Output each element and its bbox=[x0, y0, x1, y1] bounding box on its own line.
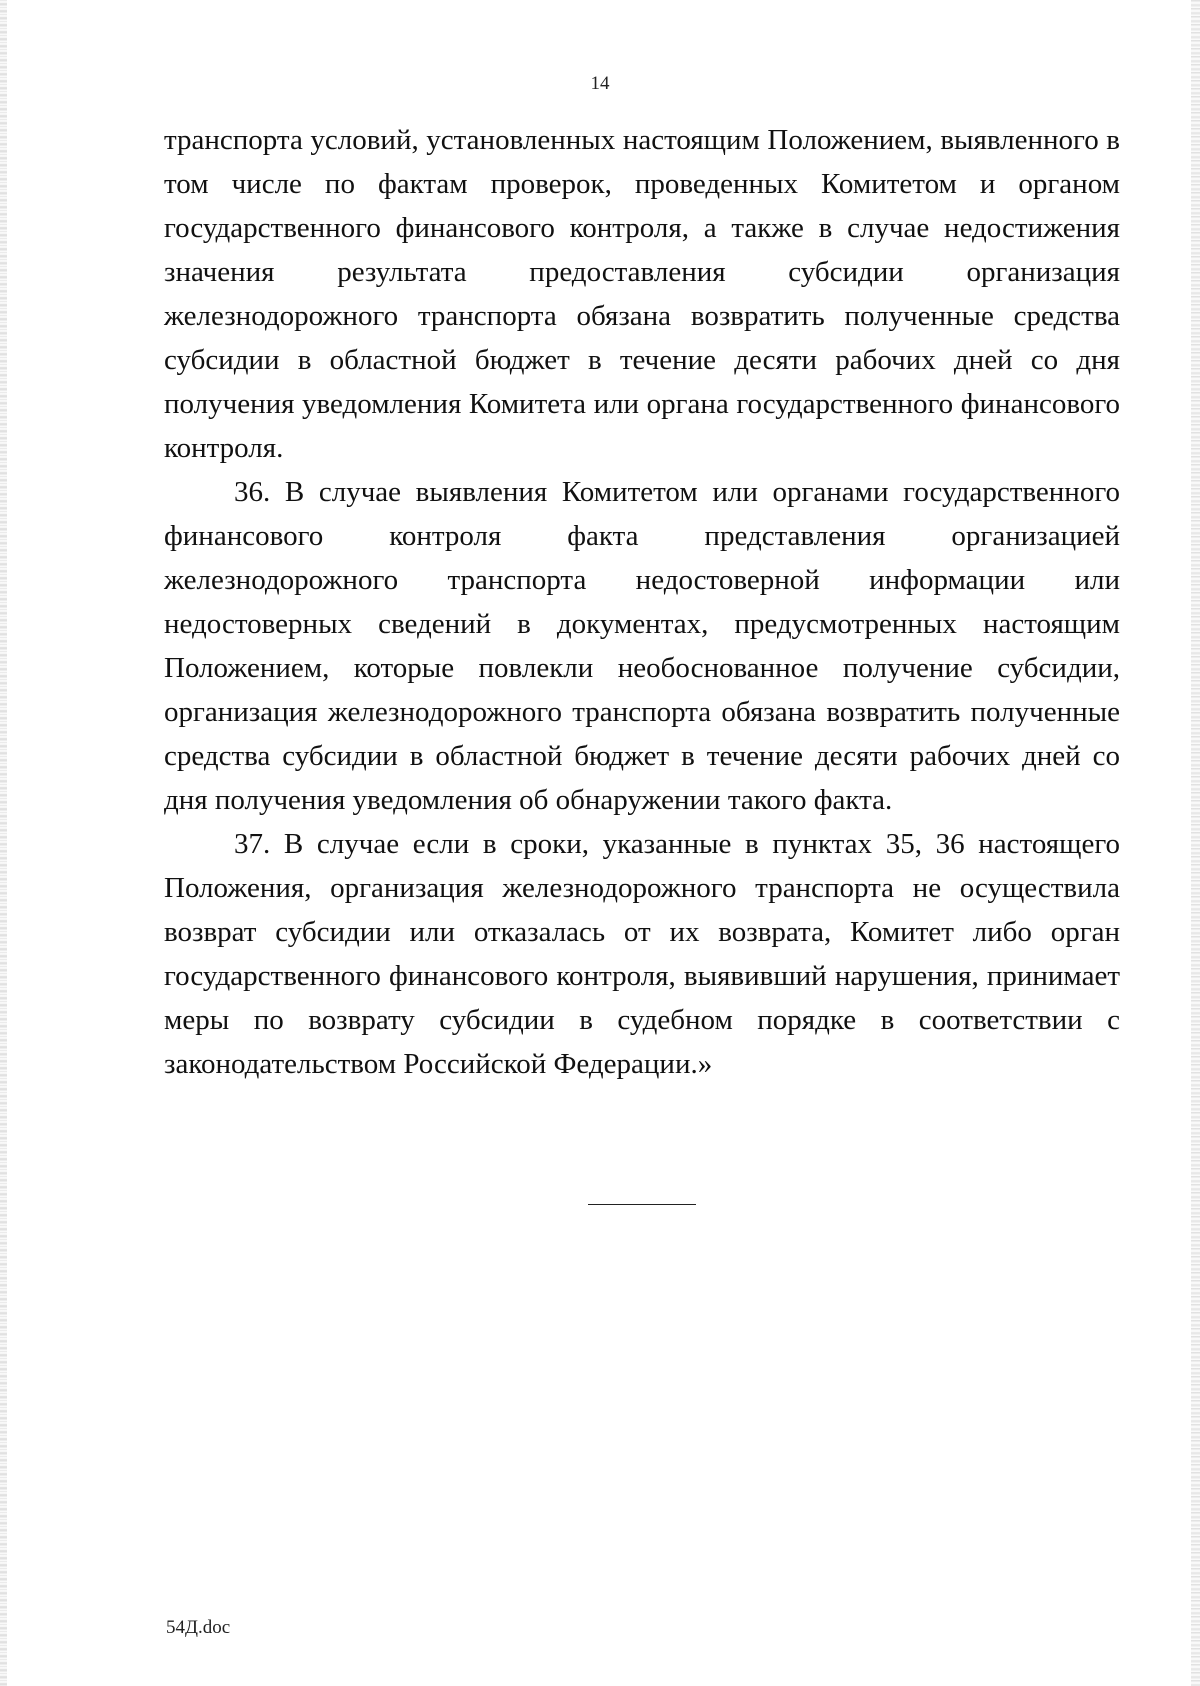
end-of-document-rule bbox=[588, 1204, 696, 1205]
scan-edge-left bbox=[0, 0, 7, 1686]
paragraph-clause-37: 37. В случае если в сроки, указанные в пунктах 35, 36 настоящего Положения, организация железнодорожного транспорта не осуществила возврат субсидии или отказалась от их возврата, Комитет либо орган государственного финансового контроля, выявивший нарушения, принимает меры по возврату субсидии в судебном порядке в соответствии с законодательством Российской Федерации.» bbox=[164, 828, 1120, 1080]
footer-filename: 54Д.doc bbox=[166, 1617, 231, 1638]
page-number: 14 bbox=[590, 73, 610, 94]
paragraph-continuation: транспорта условий, установленных настоящим Положением, выявленного в том числе по фактам проверок, проведенных Комитетом и органом государственного финансового контроля, а также в случае недостижения значения результата предоставления субсидии организация железнодорожного транспорта обязана возвратить полученные средства субсидии в областной бюджет в течение десяти рабочих дней со дня получения уведомления Комитета или органа государственного финансового контроля. bbox=[164, 124, 1120, 464]
scan-edge-right bbox=[1191, 0, 1200, 1686]
paragraph-clause-36: 36. В случае выявления Комитетом или органами государственного финансового контроля факта представления организацией железнодорожного транспорта недостоверной информации или недостоверных сведений в документах, предусмотренных настоящим Положением, которые повлекли необоснованное получение субсидии, организация железнодорожного транспорта обязана возвратить полученные средства субсидии в областной бюджет в течение десяти рабочих дней со дня получения уведомления об обнаружении такого факта. bbox=[164, 476, 1120, 816]
document-body bbox=[164, 118, 1120, 1086]
